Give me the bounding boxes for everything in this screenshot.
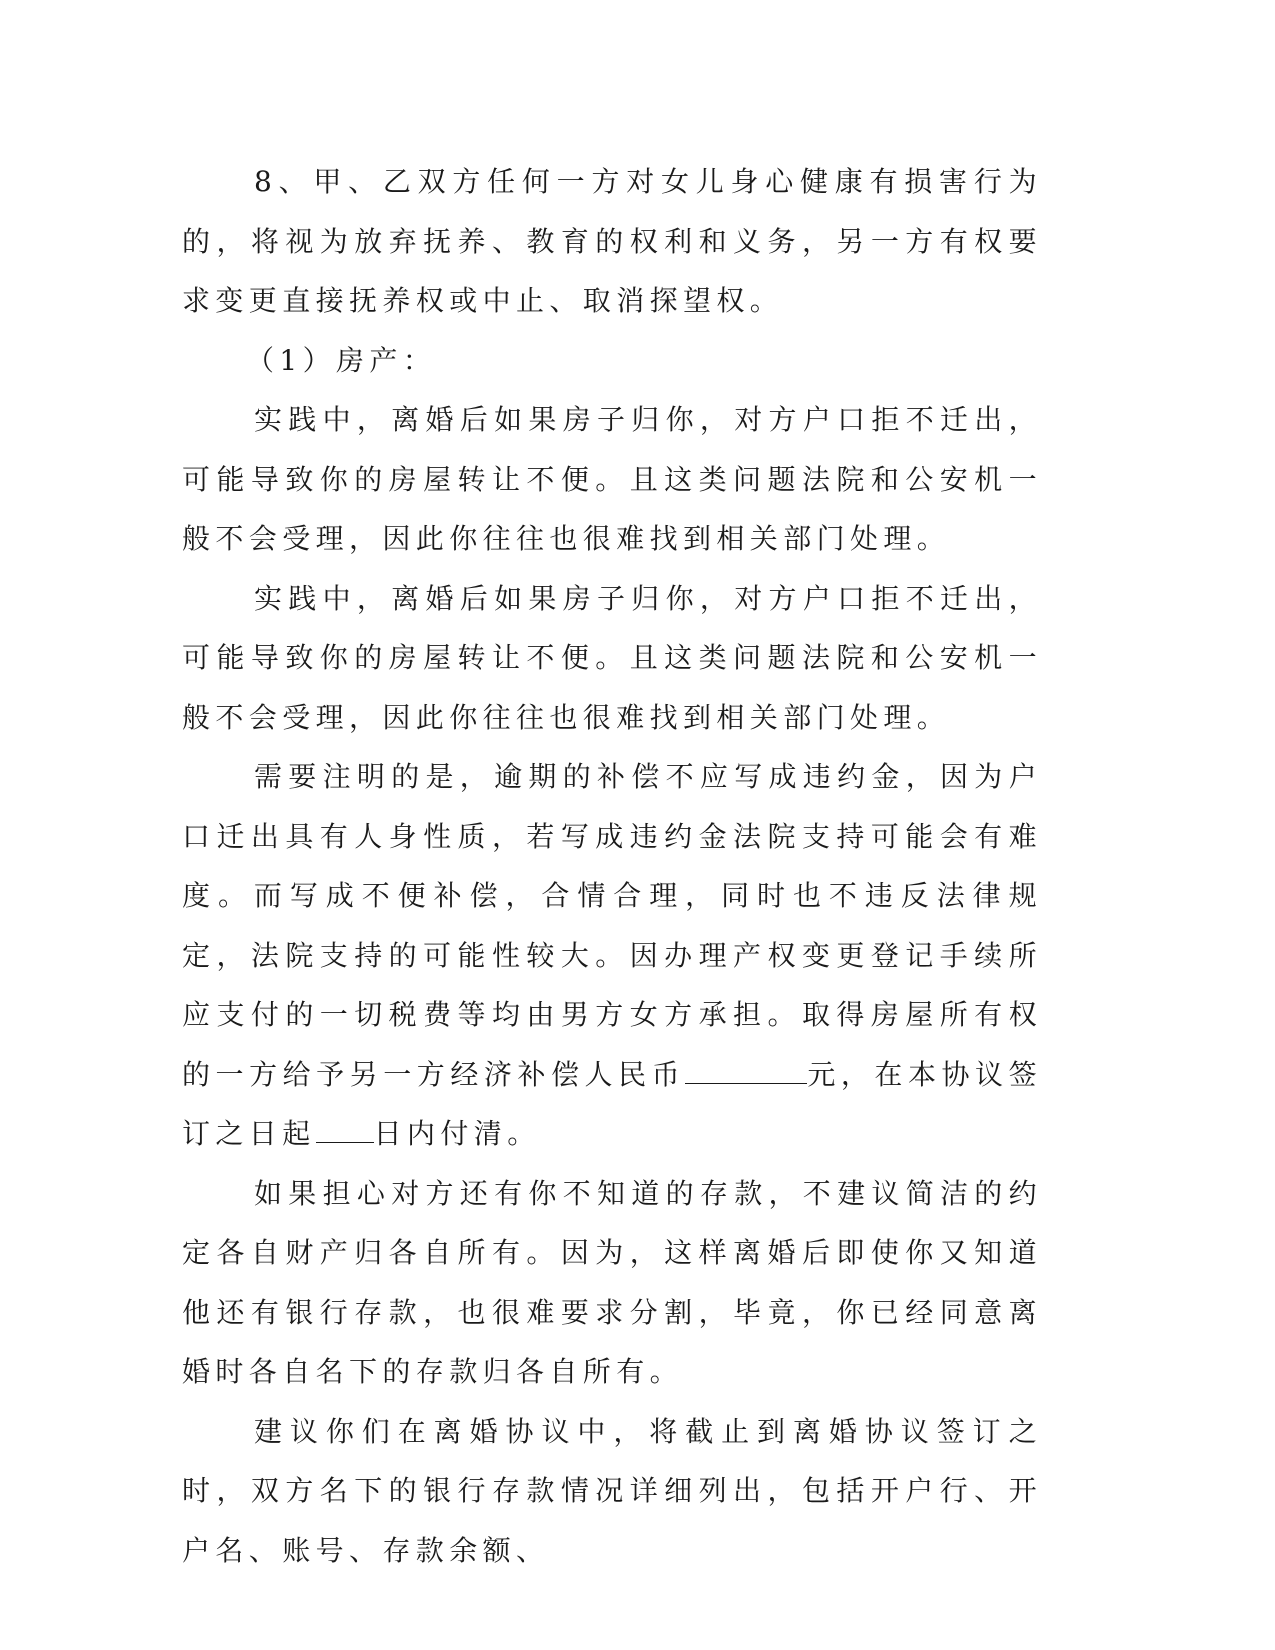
section-heading-property: （1）房产： — [246, 343, 437, 377]
paragraph-savings: 如果担心对方还有你不知道的存款，不建议简洁的约定各自财产归各自所有。因为，这样离婚后即使你又知道他还有银行存款，也很难要求分割，毕竟，你已经同意离婚时各自名下的存款归各自所有。 — [182, 1176, 1042, 1388]
paragraph-suggestion: 建议你们在离婚协议中，将截止到离婚协议签订之时，双方名下的银行存款情况详细列出，包括开户行、开户名、账号、存款余额、 — [182, 1414, 1042, 1567]
paragraph-practice-2: 实践中，离婚后如果房子归你，对方户口拒不迁出，可能导致你的房屋转让不便。且这类问题法院和公安机一般不会受理，因此你往往也很难找到相关部门处理。 — [182, 581, 1042, 734]
amount-blank — [685, 1059, 807, 1084]
paragraph-practice-1: 实践中，离婚后如果房子归你，对方户口拒不迁出，可能导致你的房屋转让不便。且这类问题法院和公安机一般不会受理，因此你往往也很难找到相关部门处理。 — [182, 403, 1042, 555]
document-page — [182, 152, 1042, 1580]
compensation-text-3: 日内付清。 — [373, 1117, 541, 1150]
paragraph-custody-clause: 8、甲、乙双方任何一方对女儿身心健康有损害行为的，将视为放弃抚养、教育的权利和义务，另一方有权要求变更直接抚养权或中止、取消探望权。 — [182, 165, 1042, 317]
compensation-text-2: 元，在本协议签订之日起 — [182, 1057, 1042, 1150]
paragraph-compensation — [182, 747, 1042, 1164]
days-blank — [316, 1118, 374, 1143]
compensation-text-1: 需要注明的是，逾期的补偿不应写成违约金，因为户口迁出具有人身性质，若写成违约金法院支持可能会有难度。而写成不便补偿，合情合理，同时也不违反法律规定，法院支持的可能性较大。因办理产权变更登记手续所应支付的一切税费等均由男方女方承担。取得房屋所有权的一方给予另一方经济补偿人民币 — [182, 760, 1042, 1091]
